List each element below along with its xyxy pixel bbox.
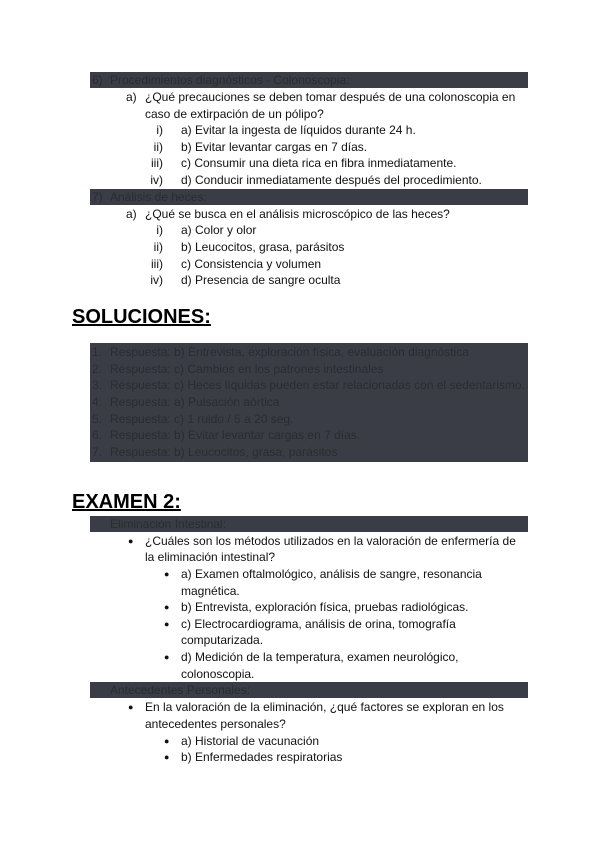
bullet-icon: ● [164,602,170,612]
option-text: d) Medición de la temperatura, examen neurológico, [181,650,459,664]
section-number: 7) [92,190,103,204]
bullet-icon: ● [164,652,170,662]
solution-item [90,444,528,460]
solution-text: Respuesta: b) Evitar levantar cargas en 7 días. [110,428,361,442]
solution-text: Respuesta: c) Cambios en los patrones intestinales [110,362,384,376]
section-title: Antecedentes Personales: [110,683,251,697]
option-numeral: iv) [150,173,163,187]
question-text: antecedentes personales? [145,717,286,731]
option-text: a) Evitar la ingesta de líquidos durante 24 h. [181,123,416,137]
solution-text: Respuesta: c) Heces líquidas pueden estar relacionadas con el sedentarismo. [110,378,525,392]
option-numeral: ii) [153,140,163,154]
option-text: colonoscopia. [181,667,255,681]
option-text: d) Conducir inmediatamente después del procedimiento. [181,173,482,187]
question-text: ¿Cuáles son los métodos utilizados en la valoración de enfermería de [145,534,516,548]
question-letter: a) [126,90,137,104]
option-text: c) Consistencia y volumen [181,257,322,271]
solutions-heading: SOLUCIONES: [72,306,211,328]
question-text: En la valoración de la eliminación, ¿qué factores se exploran en los [145,700,504,714]
option-text: a) Historial de vacunación [181,734,320,748]
option-text: c) Electrocardiograma, análisis de orina, tomografía [181,617,456,631]
solution-number: 3. [92,378,103,392]
solution-number: 5. [92,412,103,426]
option-text: b) Leucocitos, grasa, parásitos [181,240,345,254]
option-numeral: i) [156,123,163,137]
option-numeral: iii) [151,156,163,170]
solution-text: Respuesta: a) Pulsación aórtica [110,395,280,409]
solution-number: 6. [92,428,103,442]
solution-number: 4. [92,395,103,409]
solution-text: Respuesta: c) 1 ruido / 5 a 20 seg. [110,412,294,426]
option-text: c) Consumir una dieta rica en fibra inmediatamente. [181,156,457,170]
solutions-list [90,343,528,462]
solution-number: 1. [92,345,103,359]
bullet-icon: ● [164,619,170,629]
solution-item [90,394,528,410]
section-title: Eliminación Intestinal: [110,517,227,531]
section-title: Análisis de heces: [110,190,207,204]
question-text: ¿Qué se busca en el análisis microscópico de las heces? [145,207,450,221]
option-text: magnética. [181,584,240,598]
question-text: la eliminación intestinal? [145,550,276,564]
solution-item [90,411,528,427]
bullet-icon: ● [164,736,170,746]
solution-number: 7. [92,445,103,459]
option-text: b) Enfermedades respiratorias [181,750,343,764]
solution-text: Respuesta: b) Entrevista, exploración física, evaluación diagnóstica [110,345,469,359]
bullet-icon: ● [164,569,170,579]
question-text: ¿Qué precauciones se deben tomar después de una colonoscopia en [145,90,516,104]
solution-item [90,377,528,393]
option-text: b) Entrevista, exploración física, pruebas radiológicas. [181,600,469,614]
option-numeral: i) [156,223,163,237]
option-text: b) Evitar levantar cargas en 7 días. [181,140,368,154]
option-text: computarizada. [181,633,264,647]
bullet-icon: ● [128,702,134,712]
section-header-antecedentes [90,682,528,698]
solution-item [90,361,528,377]
section-6-header [90,72,528,88]
question-text: caso de extirpación de un pólipo? [145,107,324,121]
question-letter: a) [126,207,137,221]
bullet-icon: ● [128,536,134,546]
solution-text: Respuesta: b) Leucocitos, grasa, parásitos [110,445,338,459]
section-header-eliminacion [90,516,528,532]
option-numeral: iii) [151,257,163,271]
bullet-icon: ● [164,752,170,762]
section-title: Procedimientos diagnósticos - Colonoscopia: [110,73,350,87]
option-numeral: ii) [153,240,163,254]
solution-item [90,427,528,443]
option-text: d) Presencia de sangre oculta [181,273,341,287]
option-text: a) Examen oftalmológico, análisis de sangre, resonancia [181,567,482,581]
option-numeral: iv) [150,273,163,287]
solution-number: 2. [92,362,103,376]
option-text: a) Color y olor [181,223,257,237]
solution-item [90,344,528,360]
section-7-header [90,189,528,205]
exam-2-heading: EXAMEN 2: [72,491,181,513]
section-number: 6) [92,73,103,87]
